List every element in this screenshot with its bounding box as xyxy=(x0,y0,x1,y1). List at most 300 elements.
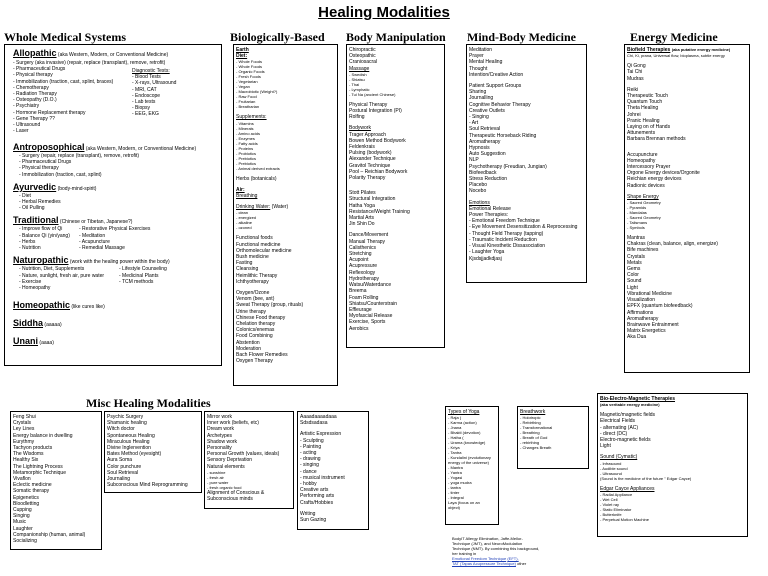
sound-cymatic-label: Sound (Cymatic) xyxy=(600,454,638,461)
supplement-item: - Fatty acids xyxy=(236,140,258,146)
breathing-label: Breathing xyxy=(236,193,258,200)
supplements-list xyxy=(236,121,335,171)
misc-item: Inner work (beliefs, etc) xyxy=(207,420,259,427)
bodywork-label: Bodywork xyxy=(349,125,371,132)
misc-item: - pure water xyxy=(207,479,229,485)
breath-note-line: Technique (JMT), and NeuroModulation xyxy=(452,541,523,546)
misc-list-4a xyxy=(300,414,366,426)
supplement-item: - Probiotics xyxy=(236,150,257,156)
mind-item: Journalling xyxy=(469,95,494,102)
misc-item: - fresh organic food xyxy=(207,484,242,490)
misc-item: Music xyxy=(13,519,27,526)
electro-item: Electro-magnetic fields xyxy=(600,437,651,444)
body-item: Aerobics xyxy=(349,325,369,332)
tat-after: other xyxy=(517,561,527,566)
traditional-section xyxy=(13,226,213,252)
misc-item: Soul Retrieval xyxy=(107,469,139,476)
misc-item: Bates Method (eyesight) xyxy=(107,451,162,458)
electro-item: Magnetic/magnetic fields xyxy=(600,412,656,419)
massage-item: - Shiatsu xyxy=(349,76,365,82)
allopathic-item: - Radiation Therapy xyxy=(13,91,57,98)
body-item: Stott Pilates xyxy=(349,190,376,197)
body-top-list xyxy=(349,47,442,66)
energy-list-d xyxy=(627,235,747,340)
misc-item: - dance xyxy=(300,468,317,475)
energy-item: Mudras xyxy=(627,75,644,82)
misc-item: Somatic therapy xyxy=(13,488,50,495)
electro-item: - alternating (AC) xyxy=(600,424,639,431)
supplement-item: - Enzymes xyxy=(236,135,255,141)
misc-item: Subconscious minds xyxy=(207,496,253,503)
traditional-item: - Improve flow of Qi xyxy=(19,226,63,233)
cayce-label: Edgar Cayce Appliances xyxy=(600,485,655,492)
diet-item: - Macrobiotic (Weight?) xyxy=(236,89,278,95)
energy-item: Color xyxy=(627,272,639,279)
diet-item: - Fruitarian xyxy=(236,99,256,105)
energy-item: Brainwave Entrainment xyxy=(627,321,679,328)
traditional-item: - Restorative Physical Exercises xyxy=(79,226,151,233)
emotions-item: - Eye Movement Desensitization & Reprocessing xyxy=(469,224,578,231)
mind-item: Psychotherapy (Freudian, Jungian) xyxy=(469,163,547,170)
homeopathic-note: (like cures like) xyxy=(71,304,105,311)
energy-list-b xyxy=(627,87,747,143)
breathwork-list xyxy=(520,415,586,450)
body-item: Jin Shin Do xyxy=(349,221,375,228)
bio-item: Colonics/enemas xyxy=(236,327,275,334)
shape-energy-label: Shape Energy xyxy=(627,193,659,200)
heading-misc-healing: Misc Healing Modalities xyxy=(86,396,211,410)
biofield-subtitle: Chi, Ki, prana, Universal flow, bioplasma, subtle energy xyxy=(627,53,725,59)
misc-item: Epigenetics xyxy=(13,494,39,501)
emotions-label: Emotions xyxy=(469,199,490,206)
naturopathic-item: - Lifestyle Counseling xyxy=(119,266,167,273)
yoga-item: - Bhakti (devotion) xyxy=(448,430,481,436)
energy-item: Gems xyxy=(627,266,641,273)
supplement-item: - Prebiotics xyxy=(236,160,257,166)
water-item: - ozoned xyxy=(236,225,252,231)
energy-item: Accupuncture xyxy=(627,151,658,158)
misc-item: Companionship (human, animal) xyxy=(13,531,86,538)
mind-item: Nocebo xyxy=(469,188,487,195)
diagnostic-item: - Blood Tests xyxy=(132,74,161,81)
body-manipulation-box xyxy=(346,44,445,348)
heading-biologically-based: Biologically-Based xyxy=(230,30,325,44)
misc-item: Creative arts xyxy=(300,487,329,494)
electro-item: Electrical Fields xyxy=(600,418,636,425)
emotions-item: - Visual Kinesthetic Dissasociation xyxy=(469,243,546,250)
electro-item: Light xyxy=(600,443,611,450)
body-item: Resistance/Weight Training xyxy=(349,208,410,215)
energy-item: Quantum Touch xyxy=(627,99,663,106)
types-of-yoga-box xyxy=(445,406,499,525)
energy-item: Aromatherapy xyxy=(627,315,659,322)
yoga-item: - Mantra xyxy=(448,465,463,471)
energy-item: Attunements xyxy=(627,130,656,137)
breathwork-item: - Changes Breath xyxy=(520,445,552,451)
energy-item: Bife machines xyxy=(627,247,659,254)
sound-item: (Sound is the medicine of the future " Edgar Cayce) xyxy=(600,475,692,481)
ayurvedic-note: (body-mind-spirit) xyxy=(57,185,97,192)
yoga-item: - Kriya xyxy=(448,445,460,451)
heading-energy-medicine: Energy Medicine xyxy=(630,30,718,44)
diagnostic-title: Diagnostic Tests: xyxy=(132,68,170,74)
yoga-item: - Raja ( xyxy=(448,415,462,421)
antroposophical-item: - Physical therapy xyxy=(19,165,59,172)
antroposophical-note: (aka Western, Modern, or Conventional Medicine) xyxy=(85,146,197,152)
energy-list-a xyxy=(627,63,747,82)
energy-item: Orgone Energy devices/Orgonite xyxy=(627,170,700,177)
misc-box-4 xyxy=(297,411,369,530)
diet-item: - Vegetarian xyxy=(236,79,258,85)
mind-item: Cognitive Behavior Therapy xyxy=(469,101,531,108)
water-list xyxy=(236,210,335,230)
misc-item: Sdsdsadasa xyxy=(300,420,328,427)
allopathic-item: - Gene Therapy ?? xyxy=(13,115,55,122)
allopathic-heading xyxy=(13,48,213,59)
misc-list-2 xyxy=(107,414,199,488)
body-item: Rolfing xyxy=(349,114,365,121)
supplements-label: Supplements: xyxy=(236,114,267,121)
body-item: Foam Rolling xyxy=(349,294,379,301)
body-item: Dance/Movement xyxy=(349,232,389,239)
mind-item: Thought xyxy=(469,65,488,72)
energy-item: Barbara Brennan methods xyxy=(627,136,686,143)
body-item: Craniosacral xyxy=(349,59,378,66)
bio-electro-magnetic-box xyxy=(597,393,748,537)
emotions-item: - Traumatic Incident Reduction xyxy=(469,236,537,243)
antroposophical-name: Antroposophical xyxy=(13,142,85,152)
eft-link[interactable]: Emotional Freedom Technique xyxy=(452,556,507,561)
allopathic-item: - Laser xyxy=(13,128,29,135)
energy-item: EPFX (quantum biofeedback) xyxy=(627,303,693,310)
misc-item: Aaaadaaaadaaa xyxy=(300,414,337,420)
energy-item: Chakras (clean, balance, align, energize) xyxy=(627,241,718,248)
energy-item: Vibrational Medicine xyxy=(627,290,672,297)
misc-item: Personality xyxy=(207,445,232,452)
energy-item: Laying on of Hands xyxy=(627,124,671,131)
misc-item: Divine Inglervention xyxy=(107,445,151,452)
traditional-item: - Herbs xyxy=(19,238,36,245)
misc-item: Tachyon products xyxy=(13,445,53,452)
ayurvedic-heading xyxy=(13,182,213,193)
supplement-item: - Proteins xyxy=(236,145,254,151)
allopathic-note: (aka Western, Modern, or Conventional Medicine) xyxy=(57,52,169,58)
misc-item: Alignment of Conscious & xyxy=(207,489,265,496)
energy-item: Qi Gong xyxy=(627,63,646,70)
allopathic-item: - Physical therapy xyxy=(13,72,53,79)
traditional-item: - Remedial Massage xyxy=(79,245,125,252)
breathwork-item: - Transformational xyxy=(520,425,553,431)
emotions-item: - Emotional Freedom Technique xyxy=(469,218,540,225)
misc-item: Feng Shui xyxy=(13,414,36,420)
energy-item: Matrix Energetics xyxy=(627,328,666,335)
siddha-note: (aaaaa) xyxy=(44,322,62,329)
functional-item: Cleansing xyxy=(236,266,259,273)
ayurvedic-name: Ayurvedic xyxy=(13,181,57,192)
breath-note-tat xyxy=(452,561,602,566)
water-item: - clean xyxy=(236,210,249,216)
energy-item: Homeopathy xyxy=(627,157,656,164)
body-item: Manual Therapy xyxy=(349,238,386,245)
massage-item: - Swedish xyxy=(349,71,367,77)
massage-list xyxy=(349,72,442,97)
energy-item: Tai Chi xyxy=(627,69,643,76)
energy-item: Aka Dua xyxy=(627,334,647,341)
heading-body-manipulation: Body Manipulation xyxy=(346,30,446,44)
energy-item: Reiki xyxy=(627,86,639,93)
functional-item: Functional medicine xyxy=(236,241,281,248)
naturopathic-list-right xyxy=(119,266,167,285)
breathwork-item: - Breath of God xyxy=(520,435,548,441)
energy-item: Visualization xyxy=(627,297,655,304)
breathwork-item: - rebirthing xyxy=(520,440,540,446)
misc-item: Eurythmy xyxy=(13,438,35,445)
misc-list-3a xyxy=(207,414,291,470)
body-item: Effleurage xyxy=(349,306,372,313)
sound-item: - Audible sound xyxy=(600,465,628,471)
misc-item: Natural elements xyxy=(207,463,245,470)
misc-box-1 xyxy=(10,411,102,550)
electro-note: (aka veritable energy medicine) xyxy=(600,402,660,408)
cayce-item: - Perpetual Motion Machine xyxy=(600,516,649,522)
heading-mind-body-medicine: Mind-Body Medicine xyxy=(467,30,577,44)
sound-cymatic-list xyxy=(600,461,745,481)
shape-item: - Sacred Geometry xyxy=(627,215,661,221)
heading-whole-medical-systems: Whole Medical Systems xyxy=(4,30,126,44)
energy-item: Sound xyxy=(627,278,642,285)
ayurvedic-item: - Diet xyxy=(19,192,31,199)
energy-item: Theta Healing xyxy=(627,105,659,112)
diet-item: - Organic Foods xyxy=(236,69,265,75)
yoga-item: - Karma (action) xyxy=(448,420,477,426)
misc-item: - musical instrument xyxy=(300,474,345,481)
energy-item: Reichian energy devices xyxy=(627,176,682,183)
diet-item: - Fresh Foods xyxy=(236,74,261,80)
mind-item: Auto Suggestion xyxy=(469,151,506,158)
emotions-item: Emotional Release xyxy=(469,205,511,212)
body-item: Osteopathic xyxy=(349,53,376,60)
misc-item: Laughter xyxy=(13,525,33,532)
allopathic-item: - Hormone Replacement therapy xyxy=(13,109,86,116)
breathwork-box xyxy=(517,406,589,469)
bodywork-list xyxy=(349,132,442,182)
energy-item: Radionic devices xyxy=(627,182,665,189)
misc-item: Eclectic medicine xyxy=(13,482,52,489)
bio-item: Abstention xyxy=(236,339,260,346)
eft-link-abbrev[interactable]: (EFT), xyxy=(507,556,519,561)
body-dance-list xyxy=(349,232,442,331)
yoga-item: - Yantra xyxy=(448,470,462,476)
energy-item: Mantras xyxy=(627,235,646,242)
mind-item: Hypnosis xyxy=(469,145,490,152)
earth-label: Earth xyxy=(236,47,249,53)
antroposophical-item: - Surgery (repair, replace (transplant), remove, retrofit) xyxy=(19,153,140,159)
bio-item: Chelation therapy xyxy=(236,321,276,328)
homeopathic-heading xyxy=(13,300,213,311)
body-item: Shiatsu/Counterstrain xyxy=(349,300,398,307)
unani-name: Unani xyxy=(13,336,39,347)
yoga-title: Types of Yoga xyxy=(448,409,480,415)
misc-item: Crystals xyxy=(13,420,32,427)
body-item: Reflexology xyxy=(349,269,376,276)
massage-item: - Lymphatic xyxy=(349,86,370,92)
mind-item: Intention/Creative Action xyxy=(469,71,524,78)
yoga-item: - Kundalini (evolutionary xyxy=(448,455,491,461)
tat-link[interactable]: TAT (Tapas Acupressure Technique) xyxy=(452,561,516,566)
emotions-item: - Laughter Yoga xyxy=(469,249,505,256)
misc-item: Energy balance in dwelling xyxy=(13,432,73,439)
cayce-item: - Static Eliminator xyxy=(600,506,632,512)
bio-item: Bach Flower Remedies xyxy=(236,352,288,359)
misc-item: Socializing xyxy=(13,538,37,545)
energy-item: Light xyxy=(627,284,638,291)
siddha-name: Siddha xyxy=(13,318,44,329)
misc-list-1 xyxy=(13,414,99,544)
misc-item: - sunshine xyxy=(207,469,226,475)
allopathic-item: - Chemotherapy xyxy=(13,84,49,91)
bodywork-item: Alexander Technique xyxy=(349,156,396,163)
shape-item: - Sacred Geometry xyxy=(627,200,661,206)
diagnostic-tests xyxy=(132,68,176,118)
diet-item: - Whole Foods xyxy=(236,59,263,65)
energy-item: Therapeutic Touch xyxy=(627,93,669,100)
bio-item: Urine therapy xyxy=(236,308,267,315)
mind-item: Sharing xyxy=(469,89,487,96)
misc-item: - Painting xyxy=(300,443,322,450)
misc-item: Miraculous Healing xyxy=(107,438,150,445)
breath-note-lines xyxy=(452,536,602,556)
naturopathic-heading xyxy=(13,255,213,266)
diet-item: - Raw Food xyxy=(236,94,257,100)
yoga-item: - Jnana xyxy=(448,425,462,431)
body-mid-list xyxy=(349,102,442,121)
bio-item: Moderation xyxy=(236,345,262,352)
allopathic-item: - Pharmaceutical Drugs xyxy=(13,66,66,73)
energy-item: Crystals xyxy=(627,253,646,260)
functional-item: Bush medicine xyxy=(236,254,269,261)
misc-item: Shadow work xyxy=(207,438,238,445)
bodywork-item: Polarity Therapy xyxy=(349,175,386,182)
yoga-item: object) xyxy=(448,505,461,511)
body-item: Postural Integration (PI) xyxy=(349,108,402,115)
mind-item: Patient Support Groups xyxy=(469,83,522,90)
yoga-item: - Urama (knowledge) xyxy=(448,440,486,446)
water-item: - alkaline xyxy=(236,220,253,226)
energy-item: Metals xyxy=(627,259,642,266)
misc-item: Personal Growth (values, ideals) xyxy=(207,451,280,458)
misc-item: Performing arts xyxy=(300,493,335,500)
shape-energy-list xyxy=(627,200,747,230)
diet-item: - Breatharian xyxy=(236,104,260,110)
diagnostic-item: - X-rays, Ultrasound xyxy=(132,80,177,87)
bodywork-item: Trager Approach xyxy=(349,131,387,138)
diagnostic-item: - EEG, EKG xyxy=(132,111,159,118)
body-item: Hatha Yoga xyxy=(349,202,375,209)
misc-list-4b xyxy=(300,431,366,505)
yoga-item: energy of the universe) xyxy=(448,460,489,466)
mind-item: - Singing xyxy=(469,114,489,121)
cayce-item: - Butterknife xyxy=(600,511,622,517)
misc-item: - Sculpting xyxy=(300,437,324,444)
naturopathic-section xyxy=(13,266,213,292)
homeopathic-name: Homeopathic xyxy=(13,300,71,311)
traditional-list-right xyxy=(79,226,150,251)
misc-item: Singing xyxy=(13,513,30,520)
naturopathic-item: - Medicinal Plants xyxy=(119,272,159,279)
sound-item: - Ultrasound xyxy=(600,470,622,476)
bio-item: Oxygen Therapy xyxy=(236,358,273,365)
energy-item: Pranic Healing xyxy=(627,117,660,124)
misc-item: - drawing xyxy=(300,456,321,463)
cayce-item: - Wet Cell xyxy=(600,496,618,502)
misc-item: Color punchure xyxy=(107,463,142,470)
naturopathic-item: - Homeopathy xyxy=(19,285,51,292)
breath-note-line: Technique (NMT). By combining this background, xyxy=(452,546,540,551)
diet-label: Diet: xyxy=(236,53,248,60)
misc-item: Archetypes xyxy=(207,432,233,439)
traditional-heading xyxy=(13,215,213,226)
mind-item: NLP xyxy=(469,157,479,164)
misc-item: Bloodletting xyxy=(13,500,40,507)
misc-item: - singing xyxy=(300,462,319,469)
mind-item: Meditation xyxy=(469,47,493,53)
misc-list-3c xyxy=(207,490,291,502)
body-item: Acupressure xyxy=(349,263,378,270)
body-item: Acupoint xyxy=(349,257,369,264)
cayce-item: - Radial Appliance xyxy=(600,491,633,497)
naturopathic-item: - Nutrition, Diet, Supplements xyxy=(19,266,85,273)
mind-mid-list xyxy=(469,83,584,195)
misc-item: Artistic Expression xyxy=(300,431,342,438)
misc-item: Witch doctor xyxy=(107,426,135,433)
other-bio-list xyxy=(236,290,335,364)
diagnostic-item: - Biopsy xyxy=(132,105,151,112)
emotions-item: Kjsdsjjadkdjasj xyxy=(469,255,502,262)
misc-item: Subconscious Mind Reprogramming xyxy=(107,482,188,489)
mind-item: Creative Outlets xyxy=(469,107,505,114)
mind-item: Biofeedback xyxy=(469,169,497,176)
mind-item: Placebo xyxy=(469,182,488,189)
electro-title: Bio-Electro-Magnetic Therapies xyxy=(600,396,676,402)
yoga-item: Laya (focus on an xyxy=(448,500,480,506)
body-lower-list xyxy=(349,190,442,227)
misc-list-4c xyxy=(300,511,366,523)
biofield-title: Biofield Therapies xyxy=(627,47,671,53)
breath-note-line: BodyIT Allergy Elimination, Jaffe-Mellor- xyxy=(452,536,523,541)
yoga-item: - Hatha ( xyxy=(448,435,464,441)
naturopathic-item: - Exercise xyxy=(19,278,42,285)
whole-medical-systems-box xyxy=(4,44,222,366)
drinking-water-title: Drinking Water: xyxy=(236,204,271,211)
misc-item: Sensory Deprivation xyxy=(207,457,253,464)
misc-item: Sun Gazing xyxy=(300,517,327,524)
massage-item: - Thai xyxy=(349,81,360,87)
sound-item: - Infrasound xyxy=(600,460,622,466)
energy-item: Affirmations xyxy=(627,309,654,316)
mind-item: Mental Healing xyxy=(469,59,503,66)
ayurvedic-list xyxy=(13,193,213,212)
diet-list xyxy=(236,59,335,109)
supplement-item: - Prebiotics xyxy=(236,155,257,161)
naturopathic-item: - TCM methods xyxy=(119,278,154,285)
misc-item: Shamanic healing xyxy=(107,420,147,427)
body-item: Structural Integration xyxy=(349,196,396,203)
breath-note xyxy=(452,536,602,566)
mind-top-list xyxy=(469,47,584,78)
allopathic-item: - Ultrasound xyxy=(13,122,41,129)
bio-item: Food Combining xyxy=(236,333,273,340)
emotions-item: Power Therapies: xyxy=(469,212,509,219)
